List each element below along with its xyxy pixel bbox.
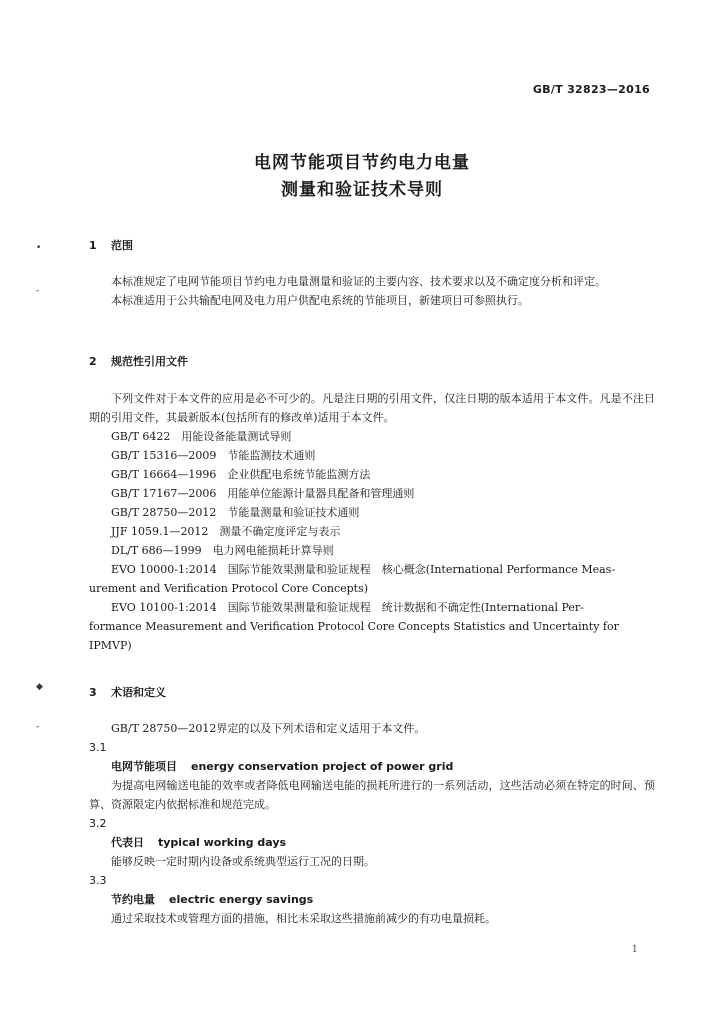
paragraph: 下列文件对于本文件的应用是必不可少的。凡是注日期的引用文件，仅注日期的版本适用于本文件。凡是不注日期的引用文件，其最新版本(包括所有的修改单)适用于本文件。 [89,392,655,424]
reference-item-continued: formance Measurement and Verification Protocol Core Concepts Statistics and Uncertainty for [89,620,619,633]
term-number: 3.1 [89,741,107,754]
paragraph: GB/T 28750—2012界定的以及下列术语和定义适用于本文件。 [111,722,426,735]
section-heading [89,352,655,371]
reference-item: EVO 10100-1:2014 国际节能效果测量和验证规程 统计数据和不确定性(International Per- [111,601,584,614]
section-number: 3 [89,686,97,699]
term-heading [89,890,655,909]
section-terms-definitions [89,683,655,702]
term-number: 3.2 [89,817,107,830]
paragraph: 本标准规定了电网节能项目节约电力电量测量和验证的主要内容、技术要求以及不确定度分析和评定。 [111,275,606,288]
term-en: energy conservation project of power grid [191,760,454,773]
margin-diamond-mark: ◆ [36,682,43,692]
margin-dot-mark: • [36,243,42,253]
term-zh: 节约电量 [111,893,155,906]
section-normative-references [89,352,655,371]
margin-dash-mark: - [36,286,40,296]
reference-item: EVO 10000-1:2014 国际节能效果测量和验证规程 核心概念(International Performance Meas- [111,563,616,576]
term-definition: 为提高电网输送电能的效率或者降低电网输送电能的损耗所进行的一系列活动，这些活动必须在特定的时间、预算、资源限定内依据标准和规范完成。 [89,779,655,811]
reference-item: GB/T 28750—2012 节能量测量和验证技术通则 [111,506,360,519]
reference-item: JJF 1059.1—2012 测量不确定度评定与表示 [111,525,341,538]
term-definition: 能够反映一定时期内设备或系统典型运行工况的日期。 [111,855,375,868]
section-heading [89,683,655,702]
paragraph: 本标准适用于公共输配电网及电力用户供配电系统的节能项目，新建项目可参照执行。 [111,294,529,307]
references-block [89,389,655,655]
section-title: 规范性引用文件 [111,355,188,368]
term-en: typical working days [158,836,287,849]
document-title-line1: 电网节能项目节约电力电量 [254,153,470,173]
margin-dash-mark: - [36,722,40,732]
term-heading [89,833,655,852]
reference-item: GB/T 17167—2006 用能单位能源计量器具配备和管理通则 [111,487,415,500]
reference-item: GB/T 6422 用能设备能量测试导则 [111,430,292,443]
reference-item-continued: IPMVP) [89,639,132,652]
section-number: 1 [89,239,97,252]
scope-paragraphs [89,272,655,310]
term-number: 3.3 [89,874,107,887]
section-number: 2 [89,355,97,368]
term-zh: 代表日 [111,836,144,849]
reference-item: GB/T 16664—1996 企业供配电系统节能监测方法 [111,468,371,481]
section-title: 术语和定义 [111,686,166,699]
section-scope [89,236,655,255]
section-heading [89,236,655,255]
reference-item-continued: urement and Verification Protocol Core Concepts) [89,582,369,595]
reference-item: DL/T 686—1999 电力网电能损耗计算导则 [111,544,334,557]
terms-block [89,719,655,928]
section-title: 范围 [111,239,133,252]
term-heading [89,757,655,776]
standard-number: GB/T 32823—2016 [532,83,650,96]
reference-item: GB/T 15316—2009 节能监测技术通则 [111,449,316,462]
term-definition: 通过采取技术或管理方面的措施，相比未采取这些措施前减少的有功电量损耗。 [111,912,496,925]
page-number: 1 [631,944,638,955]
term-zh: 电网节能项目 [111,760,177,773]
term-en: electric energy savings [169,893,314,906]
document-title-line2: 测量和验证技术导则 [281,180,443,200]
